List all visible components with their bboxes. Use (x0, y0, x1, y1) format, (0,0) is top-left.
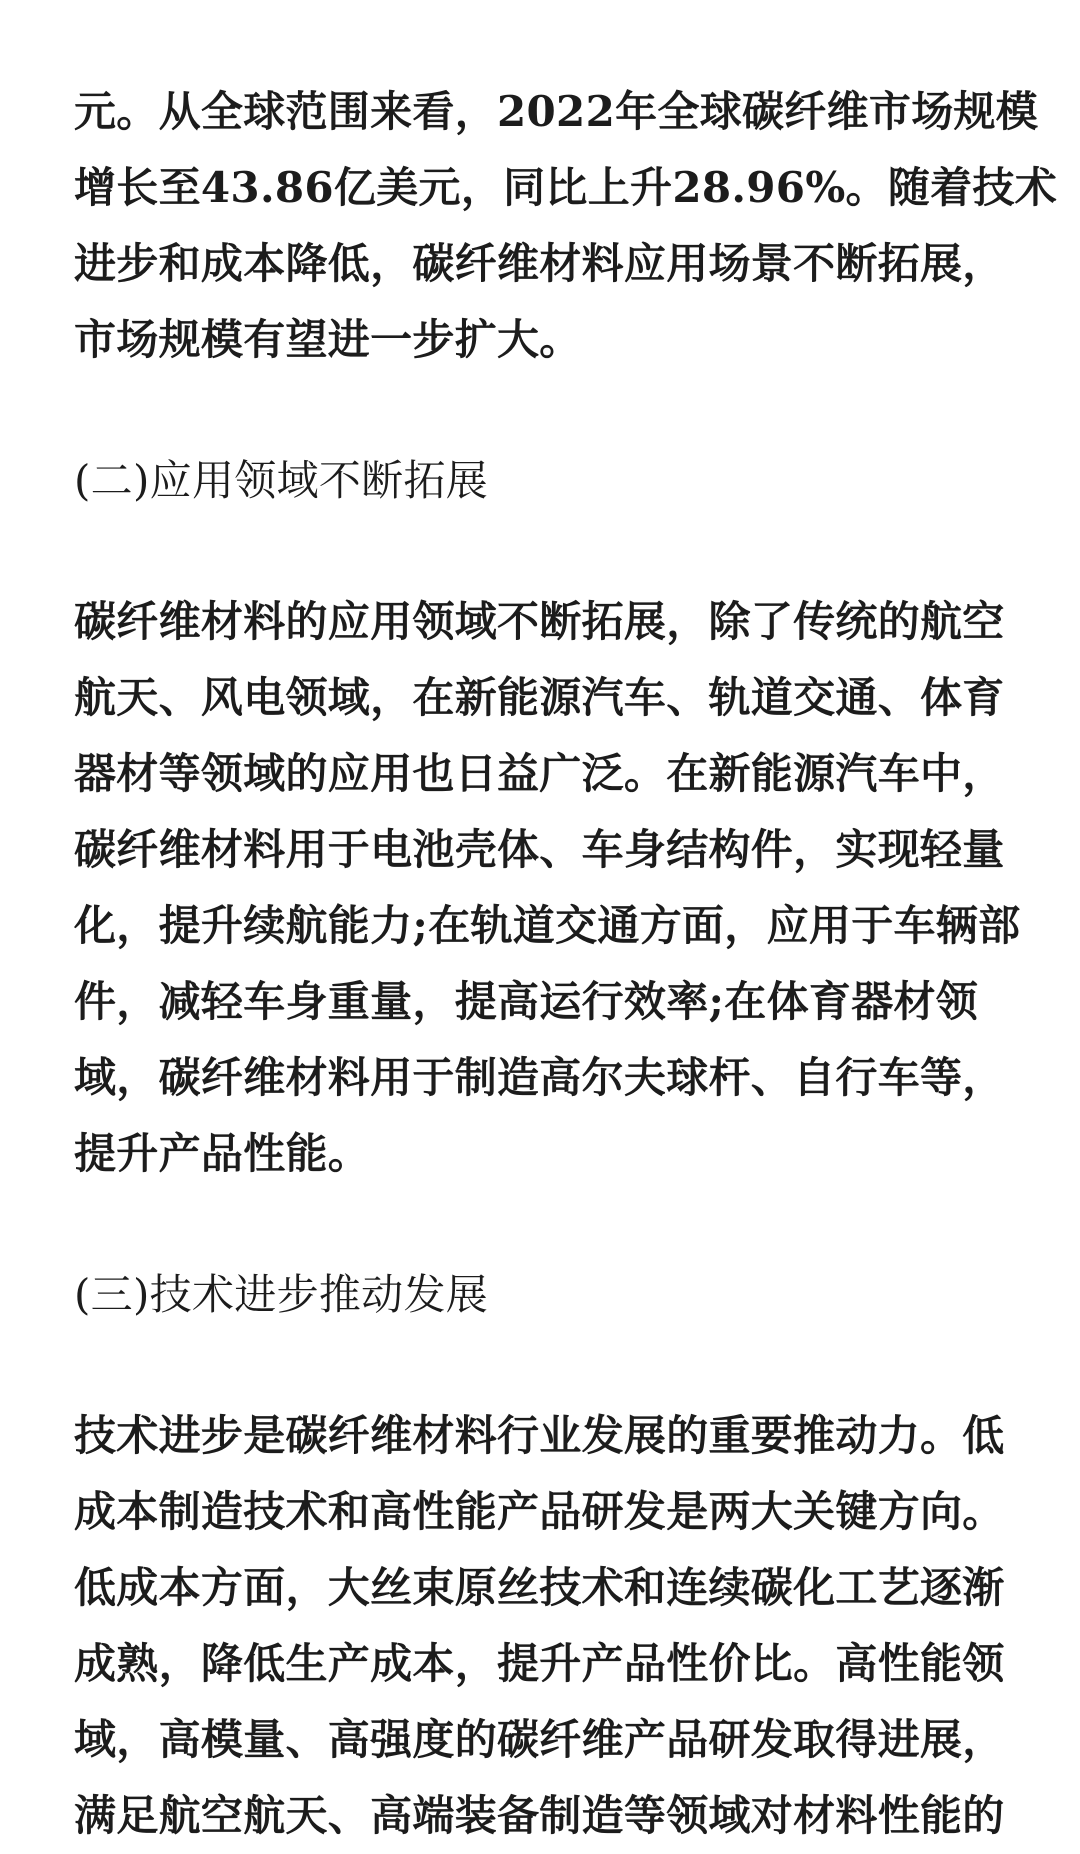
text-line: 进步和成本降低，碳纤维材料应用场景不断拓展， (74, 239, 1005, 288)
text-line: 元。从全球范围来看，2022年全球碳纤维市场规模 (74, 87, 1039, 136)
text-line: 成本制造技术和高性能产品研发是两大关键方向。 (74, 1487, 1005, 1536)
text-line: 域，碳纤维材料用于制造高尔夫球杆、自行车等， (74, 1053, 1005, 1102)
text-line: 碳纤维材料用于电池壳体、车身结构件，实现轻量 (74, 825, 1005, 874)
section-heading-applications: (二)应用领域不断拓展 (74, 456, 489, 505)
text-line: 成熟，降低生产成本，提升产品性价比。高性能领 (74, 1639, 1005, 1688)
paragraph-applications (74, 584, 1021, 1192)
text-line: 航天、风电领域，在新能源汽车、轨道交通、体育 (74, 673, 1005, 722)
article-body (74, 74, 1058, 1854)
text-line: 增长至43.86亿美元，同比上升28.96%。随着技术 (74, 163, 1058, 212)
text-line: 提升产品性能。 (74, 1129, 371, 1178)
text-line: 满足航空航天、高端装备制造等领域对材料性能的 (74, 1791, 1005, 1840)
text-line: 技术进步是碳纤维材料行业发展的重要推动力。低 (74, 1411, 1005, 1460)
text-line: 器材等领域的应用也日益广泛。在新能源汽车中， (74, 749, 1005, 798)
text-line: 件，减轻车身重量，提高运行效率;在体育器材领 (74, 977, 979, 1026)
text-line: 域，高模量、高强度的碳纤维产品研发取得进展， (74, 1715, 1005, 1764)
paragraph-intro (74, 74, 1058, 378)
text-line: 化，提升续航能力;在轨道交通方面，应用于车辆部 (74, 901, 1021, 950)
text-line: 碳纤维材料的应用领域不断拓展，除了传统的航空 (74, 597, 1005, 646)
text-line: 低成本方面，大丝束原丝技术和连续碳化工艺逐渐 (74, 1563, 1005, 1612)
section-heading-technology: (三)技术进步推动发展 (74, 1270, 489, 1319)
text-line: 市场规模有望进一步扩大。 (74, 315, 582, 364)
paragraph-technology (74, 1398, 1014, 1854)
